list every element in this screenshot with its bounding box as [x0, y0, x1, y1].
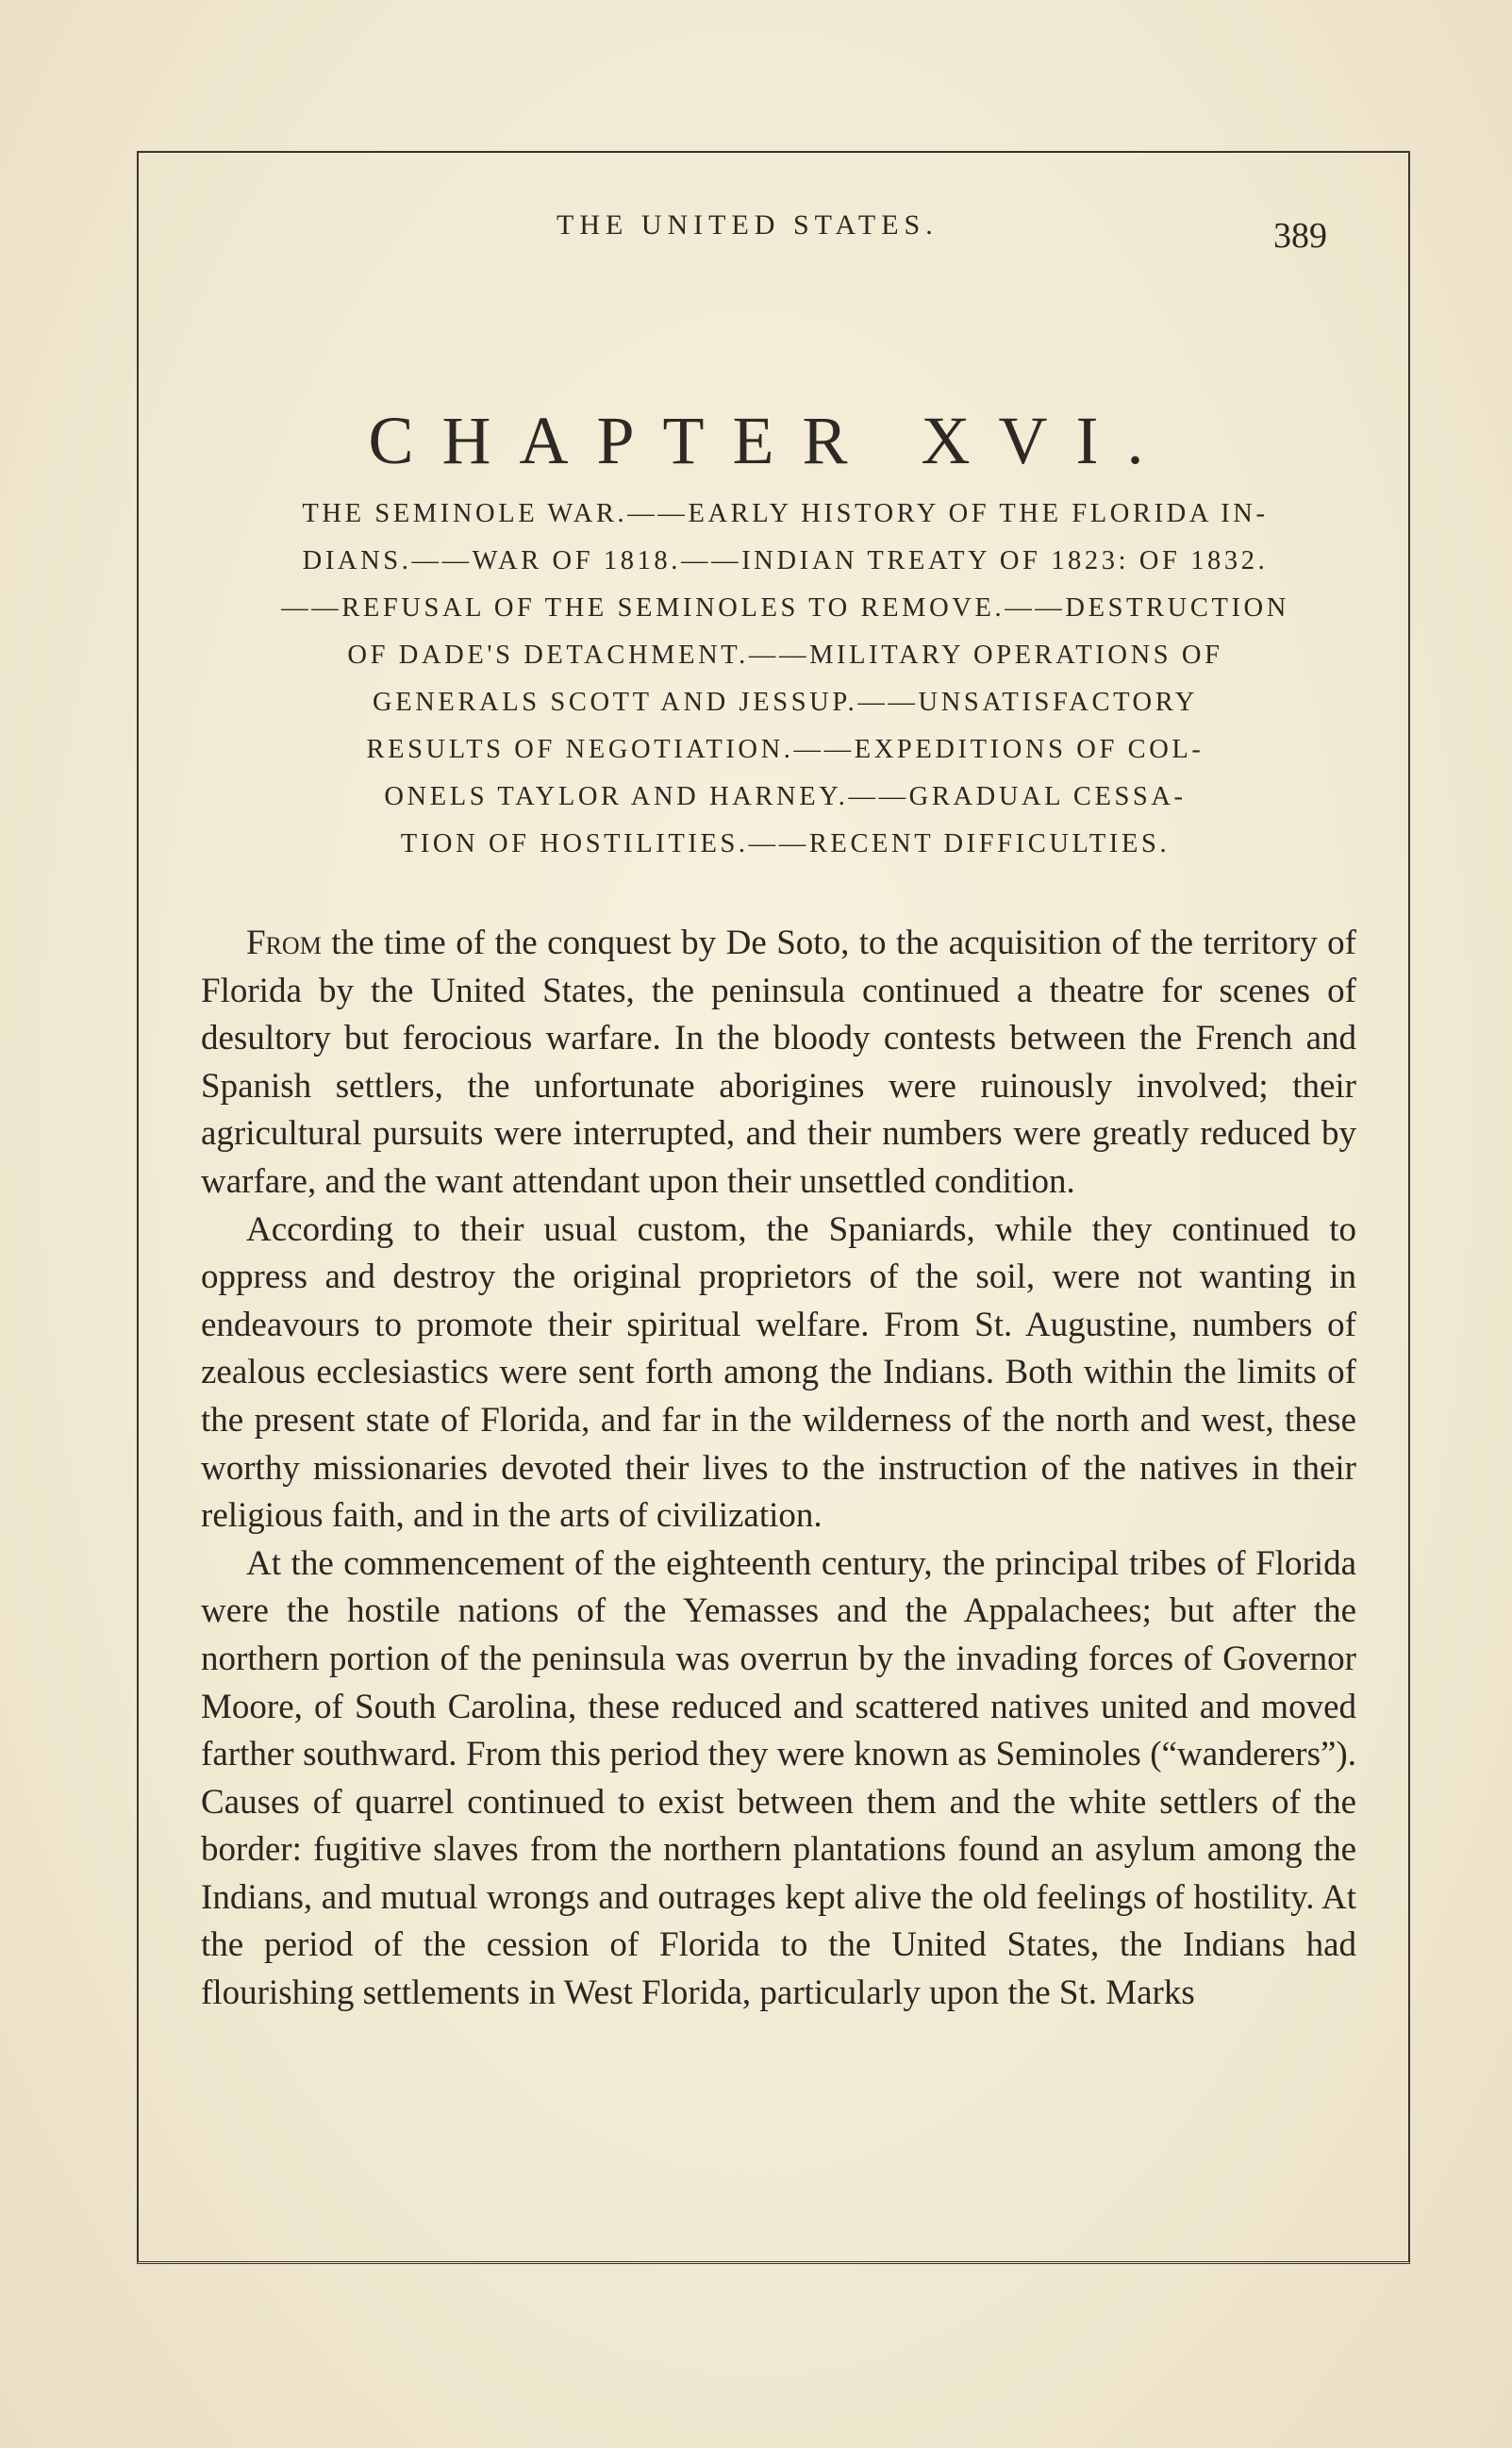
summary-line: ——REFUSAL OF THE SEMINOLES TO REMOVE.——DESTRUCTION: [281, 593, 1289, 623]
summary-line: TION OF HOSTILITIES.——RECENT DIFFICULTIES.: [400, 829, 1171, 858]
summary-line: DIANS.——WAR OF 1818.——INDIAN TREATY OF 1823: OF 1832.: [302, 546, 1269, 575]
summary-line: RESULTS OF NEGOTIATION.——EXPEDITIONS OF COL-: [366, 735, 1205, 764]
paragraph: [201, 1207, 1356, 1540]
summary-line: GENERALS SCOTT AND JESSUP.——UNSATISFACTORY: [373, 688, 1198, 717]
running-head: THE UNITED STATES.: [557, 209, 939, 241]
summary-line: THE SEMINOLE WAR.——EARLY HISTORY OF THE FLORIDA IN-: [302, 499, 1269, 528]
paragraph-lead-word: From: [246, 924, 322, 962]
body-text: [201, 920, 1356, 2018]
paragraph: [201, 920, 1356, 1207]
page-number: 389: [1273, 216, 1327, 256]
chapter-title: CHAPTER XVI.: [368, 403, 1172, 479]
paragraph-text: At the commencement of the eighteenth century, the principal tribes of Florida were the hostile nations of the Yemasses and the Appalachees; but after the northern portion of the peninsula was overrun by the invading forces of Governor Moore, of South Carolina, these reduced and scattered natives united and moved farther southward. From this period they were known as Seminoles (“wanderers”). Causes of quarrel continued to exist between them and the white settlers of the border: fugitive slaves from the northern plantations found an asylum among the Indians, and mutual wrongs and outrages kept alive the old feelings of hostility. At the period of the cession of Florida to the United States, the Indians had flourishing settlements in West Florida, particularly upon the St. Marks: [201, 1543, 1356, 2013]
summary-line: OF DADE'S DETACHMENT.——MILITARY OPERATIONS OF: [347, 641, 1223, 670]
chapter-summary: [193, 491, 1377, 868]
paragraph-text: the time of the conquest by De Soto, to the acquisition of the territory of Florida by the United States, the peninsula continued a theatre for scenes of desultory but ferocious warfare. In the bloody contests between the French and Spanish settlers, the unfortunate aborigines were ruinously involved; their agricultural pursuits were interrupted, and their numbers were greatly reduced by warfare, and the want attendant upon their unsettled condition.: [201, 924, 1356, 1201]
summary-line: ONELS TAYLOR AND HARNEY.——GRADUAL CESSA-: [384, 782, 1187, 811]
paragraph: [201, 1540, 1356, 2018]
paragraph-text: According to their usual custom, the Spaniards, while they continued to oppress and destroy the original proprietors of the soil, were not wanting in endeavours to promote their spiritual welfare. From St. Augustine, numbers of zealous ecclesiastics were sent forth among the Indians. Both within the limits of the present state of Florida, and far in the wilderness of the north and west, these worthy missionaries devoted their lives to the instruction of the natives in their religious faith, and in the arts of civilization.: [201, 1209, 1356, 1536]
